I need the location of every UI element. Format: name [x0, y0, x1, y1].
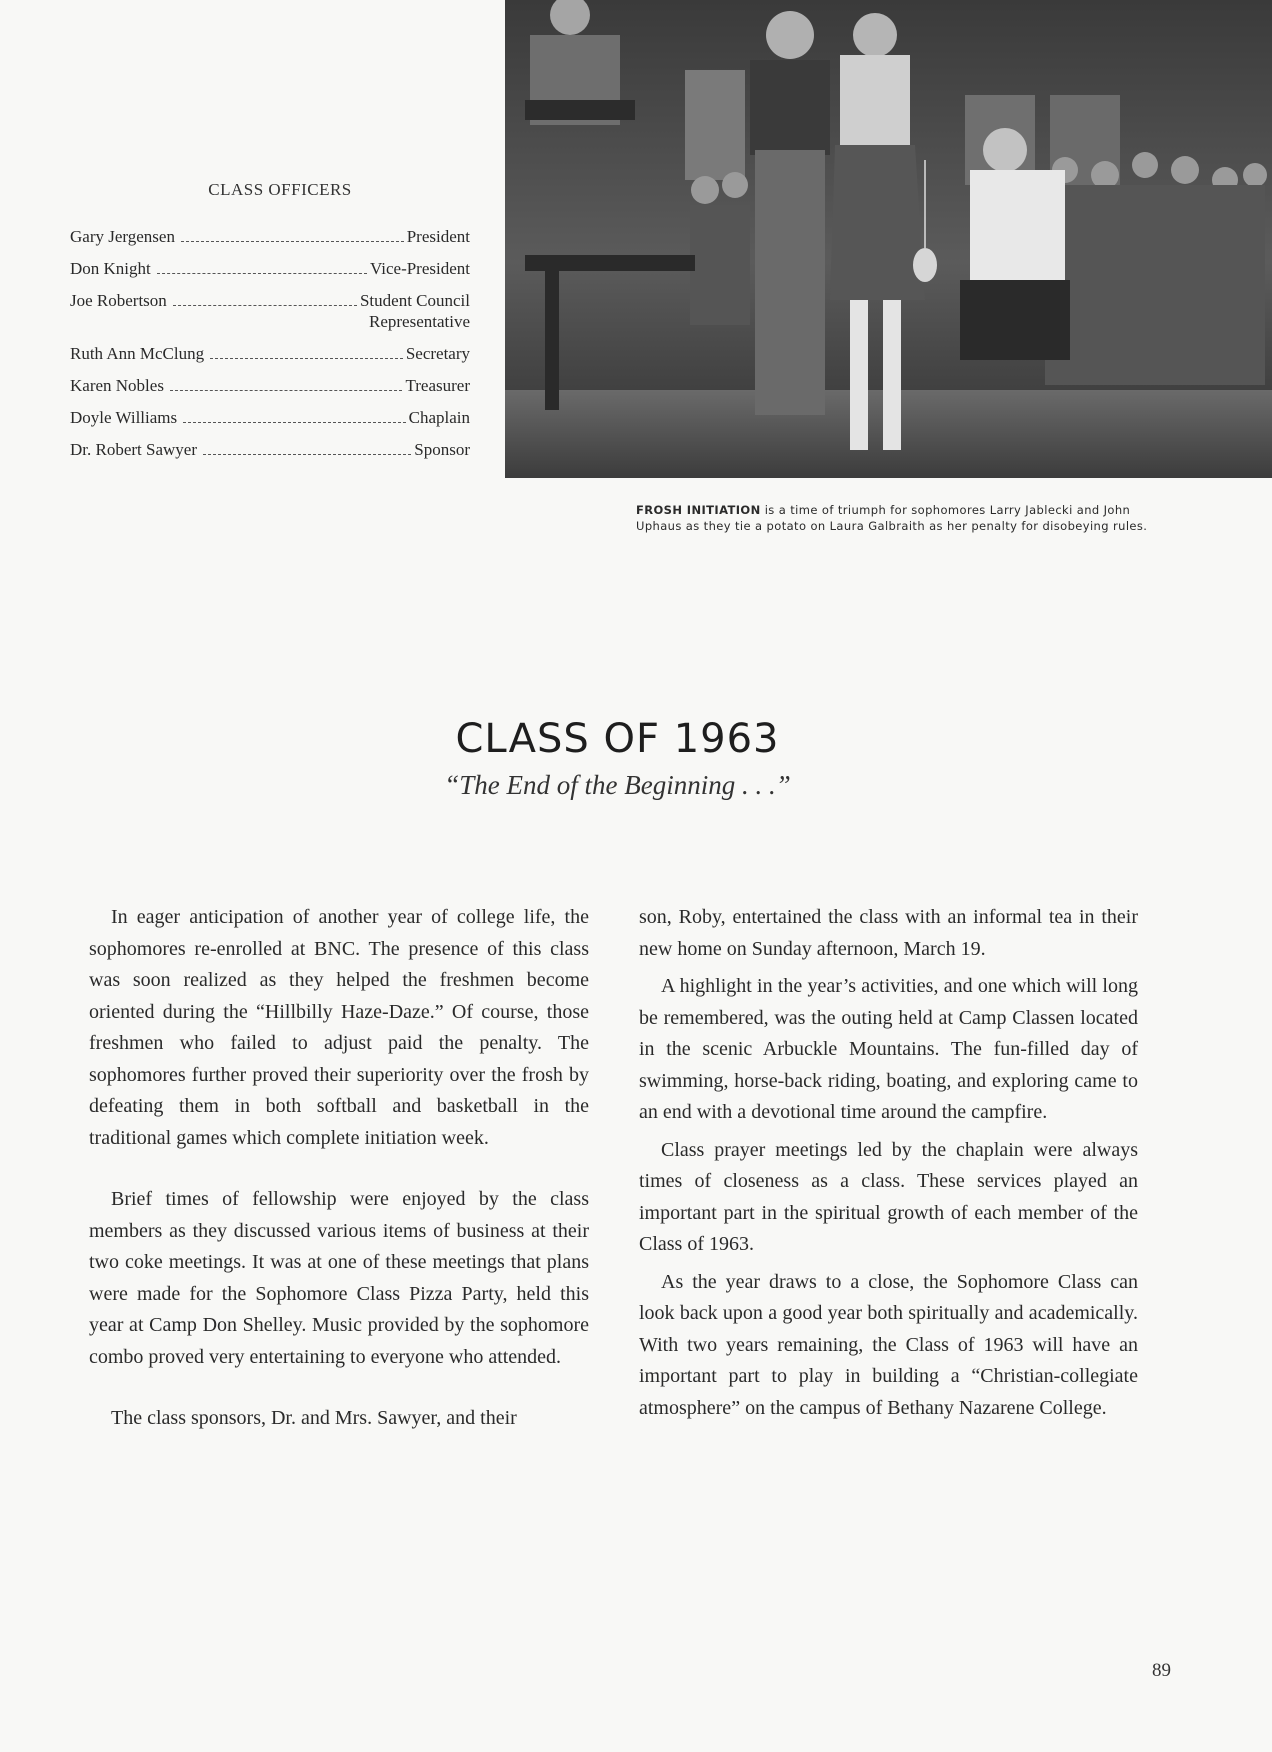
- leader-dots: [203, 454, 411, 455]
- initiation-photo: [505, 0, 1272, 478]
- paragraph: A highlight in the year’s activities, and one which will long be remembered, was the outing held at Camp Classen located in the scenic Arbuckle Mountains. The fun-filled day of swimming, horse-back riding, boating, and exploring came to an end with a devotional time around the campfire.: [639, 975, 1138, 1123]
- officer-name: Doyle Williams: [70, 408, 178, 427]
- leader-dots: [181, 241, 404, 242]
- page-title: CLASS OF 1963: [455, 716, 780, 762]
- paragraph: As the year draws to a close, the Sophomore Class can look back upon a good year both spiritually and academically. With two years remaining, the Class of 1963 will have an important part to play in building a “Christian-collegiate atmosphere” on the campus of Bethany Nazarene College.: [639, 1270, 1138, 1419]
- caption-lead: FROSH INITIATION: [636, 503, 761, 517]
- leader-dots: [157, 273, 367, 274]
- photo-caption: [636, 502, 1156, 534]
- officer-role: Treasurer: [405, 376, 470, 395]
- paragraph: In eager anticipation of another year of college life, the sophomores re-enrolled at BNC. The presence of this class was soon realized as they helped the freshmen become oriented during the “Hillbilly Haze-Daze.” Of course, those freshmen who failed to adjust paid the penalty. The sophomores further proved their superiority over the frosh by defeating them in both softball and basketball in the traditional games which complete initiation week.: [89, 906, 589, 1149]
- officer-name: Ruth Ann McClung: [70, 344, 205, 363]
- caption-text: is a time of triumph for sophomores Larry Jablecki and John Uphaus as they tie a potato on Laura Galbraith as her penalty for disobeying rules.: [636, 503, 1148, 533]
- officer-row: [70, 407, 470, 428]
- officer-role: President: [406, 227, 470, 246]
- paragraph: son, Roby, entertained the class with an informal tea in their new home on Sunday afternoon, March 19.: [639, 906, 1138, 960]
- officer-role-line2: Representative: [368, 312, 470, 331]
- page-subtitle: “The End of the Beginning . . .”: [444, 770, 791, 800]
- page-number: 89: [1152, 1660, 1171, 1681]
- officers-title: CLASS OFFICERS: [208, 180, 352, 199]
- class-officers: [70, 180, 470, 471]
- officer-name: Karen Nobles: [70, 376, 164, 395]
- body-column-left: [89, 902, 589, 1435]
- body-column-right: [639, 902, 1138, 1424]
- paragraph: Class prayer meetings led by the chaplain were always times of closeness as a class. These services played an important part in the spiritual growth of each member of the Class of 1963.: [639, 1138, 1138, 1255]
- officer-row: [70, 439, 470, 460]
- leader-dots: [173, 305, 357, 306]
- officer-role: [360, 290, 470, 332]
- officer-name: Dr. Robert Sawyer: [70, 440, 198, 459]
- leader-dots: [183, 422, 405, 423]
- paragraph: The class sponsors, Dr. and Mrs. Sawyer, and their: [111, 1407, 517, 1429]
- officer-role: Secretary: [405, 344, 470, 363]
- officer-role: Vice-President: [370, 259, 470, 278]
- officer-row: [70, 343, 470, 364]
- officer-row: [70, 375, 470, 396]
- leader-dots: [170, 390, 403, 391]
- photo-illustration: [505, 0, 1272, 478]
- leader-dots: [210, 358, 403, 359]
- officer-row: [70, 258, 470, 279]
- officer-role: Chaplain: [408, 408, 470, 427]
- officer-row: [70, 226, 470, 247]
- officer-name: Gary Jergensen: [70, 227, 175, 246]
- officer-row: [70, 290, 470, 332]
- officer-role: Sponsor: [414, 440, 470, 459]
- officer-name: Joe Robertson: [70, 291, 167, 310]
- paragraph: Brief times of fellowship were enjoyed by the class members as they discussed various items of business at their two coke meetings. It was at one of these meetings that plans were made for the Sophomore Class Pizza Party, held this year at Camp Don Shelley. Music provided by the sophomore combo proved very entertaining to everyone who attended.: [89, 1188, 589, 1368]
- officer-role-line1: Student Council: [359, 291, 470, 310]
- officer-name: Don Knight: [70, 259, 151, 278]
